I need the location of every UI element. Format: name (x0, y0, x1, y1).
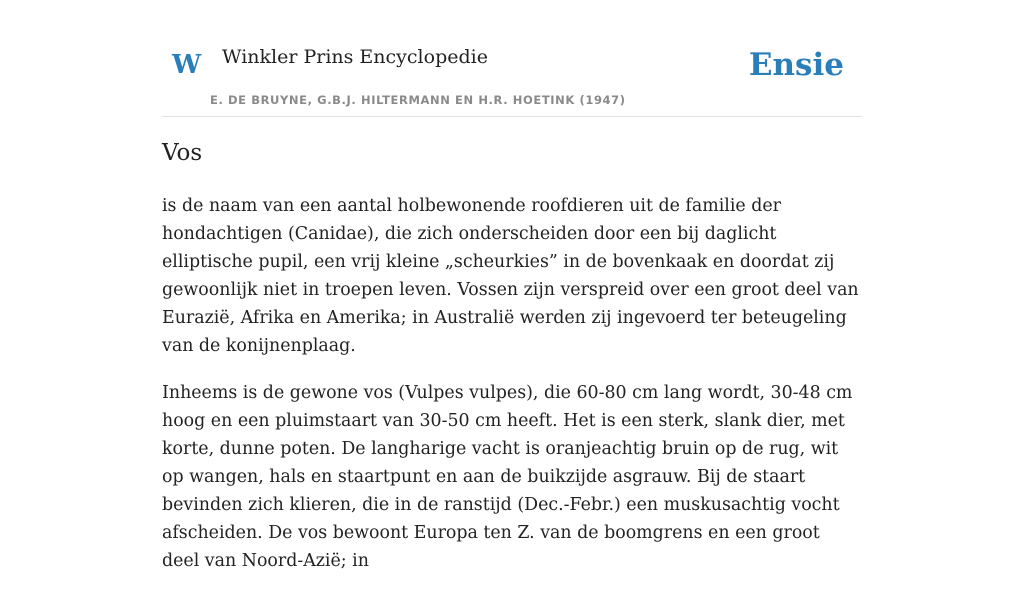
entry-title: Vos (162, 140, 203, 166)
encyclopedia-title[interactable]: Winkler Prins Encyclopedie (222, 46, 488, 68)
entry-paragraph: Inheems is de gewone vos (Vulpes vulpes), die 60-80 cm lang wordt, 30-48 cm hoog en een pluimstaart van 30-50 cm heeft. Het is een sterk, slank dier, met korte, dunne poten. De langharige vacht is oranjeachtig bruin op de rug, wit op wangen, hals en staartpunt en aan de buikzijde asgrauw. Bij de staart bevinden zich klieren, die in de ranstijd (Dec.-Febr.) een muskusachtig vocht afscheiden. De vos bewoont Europa ten Z. van de boomgrens en een groot deel van Noord-Azië; in (162, 383, 853, 571)
encyclopedia-authors: E. DE BRUYNE, G.B.J. HILTERMANN EN H.R. HOETINK (1947) (210, 93, 626, 107)
entry-paragraph: is de naam van een aantal holbewonende roofdieren uit de familie der hondachtigen (Canidae), die zich onderscheiden door een bij daglicht elliptische pupil, een vrij kleine „scheurkies” in de bovenkaak en doordat zij gewoonlijk niet in troepen leven. Vossen zijn verspreid over een groot deel van Eurazië, Afrika en Amerika; in Australië werden zij ingevoerd ter beteugeling van de konijnenplaag. (162, 196, 859, 356)
entry-content (162, 192, 862, 594)
ensie-brand-logo[interactable]: Ensie (748, 47, 844, 83)
article-page (162, 0, 862, 571)
encyclopedia-header (162, 0, 862, 117)
winkler-prins-logo-icon[interactable]: W (172, 50, 202, 80)
